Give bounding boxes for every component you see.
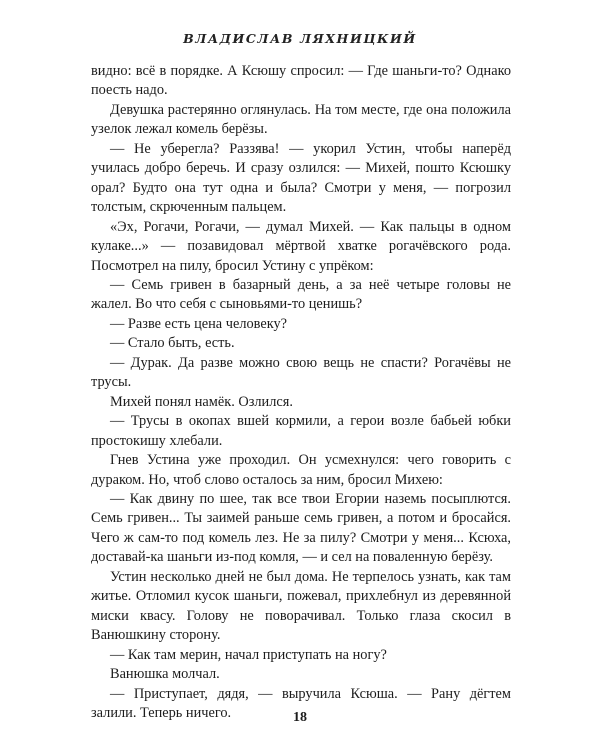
paragraph: — Семь гривен в базарный день, а за неё четыре головы не жалел. Во что себя с сыновьями-то ценишь? — [91, 276, 511, 313]
paragraph: — Стало быть, есть. — [110, 335, 235, 352]
body-text — [91, 62, 511, 723]
running-head: ВЛАДИСЛАВ ЛЯХНИЦКИЙ — [183, 31, 417, 46]
paragraph: Ванюшка молчал. — [110, 666, 220, 683]
paragraph: — Как двину по шее, так все твои Егории наземь посыплются. Семь гривен... Ты заимей раньше семь гривен, а потом и бросайся. Чего ж сам-то под комель лез. Не за пилу? Смотри у меня... Ксюха, доставай-ка шаньги из-под комля, — и сел на поваленную берёзу. — [91, 490, 511, 566]
paragraph: — Трусы в окопах вшей кормили, а герои возле бабьей юбки простокишу хлебали. — [91, 413, 511, 449]
paragraph: — Дурак. Да разве можно свою вещь не спасти? Рогачёвы не трусы. — [91, 354, 511, 391]
paragraph: видно: всё в порядке. А Ксюшу спросил: — Где шаньги-то? Однако поесть надо. — [91, 63, 511, 99]
paragraph: — Разве есть цена человеку? — [110, 315, 288, 332]
paragraph: Михей понял намёк. Озлился. — [110, 393, 293, 410]
paragraph: Устин несколько дней не был дома. Не терпелось узнать, как там житье. Отломил кусок шаньги, пожевал, прихлебнул из деревянной миски квасу. Голову не поворачивал. Только глаза скосил в Ванюшкину сторону. — [91, 568, 511, 644]
paragraph: — Не уберегла? Раззява! — укорил Устин, чтобы наперёд училась добро беречь. И сразу озлился: — Михей, пошто Ксюшку орал? Будто она тут одна и была? Смотри у меня, — погрозил толстым, скрюченным пальцем. — [91, 140, 511, 216]
paragraph: Гнев Устина уже проходил. Он усмехнулся: чего говорить с дураком. Но, чтоб слово осталось за ним, бросил Михею: — [91, 452, 511, 488]
paragraph: Девушка растерянно оглянулась. На том месте, где она положила узелок лежал комель берёзы. — [91, 101, 511, 138]
paragraph: — Приступает, дядя, — выручила Ксюша. — Рану дёгтем залили. Теперь ничего. — [91, 685, 511, 721]
paragraph: «Эх, Рогачи, Рогачи, — думал Михей. — Как пальцы в одном кулаке...» — позавидовал мёртвой хватке рогачёвского рода. Посмотрел на пилу, бросил Устину с упрёком: — [91, 218, 511, 274]
page-number: 18 — [293, 710, 307, 725]
paragraph: — Как там мерин, начал приступать на ногу? — [110, 646, 387, 663]
